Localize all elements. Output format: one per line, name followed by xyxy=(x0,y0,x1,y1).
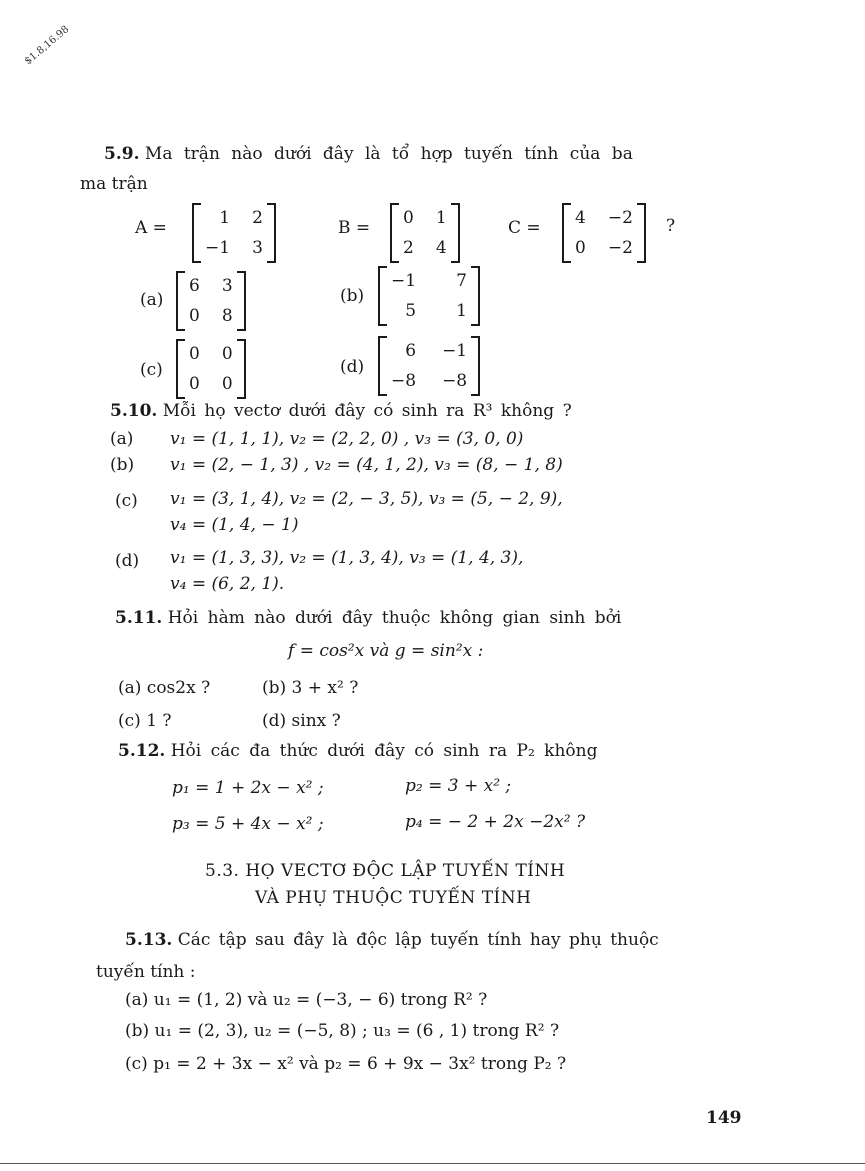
polynomial-p1: p₁ = 1 + 2x − x² ; xyxy=(172,778,324,798)
matrix-c-label: C = xyxy=(508,218,541,238)
matrix-cell: 4 xyxy=(575,208,586,228)
option-a: (a) cos2x ? xyxy=(118,678,211,698)
matrix-cell: −1 xyxy=(442,341,468,361)
matrix-cell: 0 xyxy=(403,208,414,228)
matrix-cell: 3 xyxy=(221,276,233,296)
vector-line: v₁ = (1, 1, 1), v₂ = (2, 2, 0) , v₃ = (3, 0, 0) xyxy=(170,429,524,449)
matrix-cell: −1 xyxy=(205,238,231,258)
exercise-number: 5.11. xyxy=(115,608,163,628)
matrix-cell: 0 xyxy=(575,238,586,258)
exercise-text-cont: ma trận xyxy=(80,174,148,194)
option-c: (c) 1 ? xyxy=(118,711,172,731)
matrix-c xyxy=(562,203,646,263)
page-edge-line xyxy=(0,1163,865,1164)
exercise-5-10-heading xyxy=(110,401,572,421)
option-d: (d) sinx ? xyxy=(262,711,341,731)
matrix-cell: 2 xyxy=(252,208,263,228)
matrix-cell: 5 xyxy=(405,301,417,321)
matrix-cell: −8 xyxy=(442,371,468,391)
vector-line: v₄ = (1, 4, − 1) xyxy=(170,515,299,535)
option-c-label: (c) xyxy=(140,360,163,380)
matrix-cell: 7 xyxy=(456,271,467,291)
matrix-cell: −2 xyxy=(607,238,633,258)
section-heading-line2: VÀ PHỤ THUỘC TUYẾN TÍNH xyxy=(255,888,532,908)
exercise-text: Mỗi họ vectơ dưới đây có sinh ra R³ không ? xyxy=(162,401,572,421)
matrix-cell: 0 xyxy=(221,374,233,394)
matrix-cell: 6 xyxy=(405,341,417,361)
matrix-cell: −8 xyxy=(391,371,417,391)
polynomial-p3: p₃ = 5 + 4x − x² ; xyxy=(172,814,324,834)
matrix-b-label: B = xyxy=(338,218,371,238)
item-label: (d) xyxy=(115,551,140,571)
matrix-cell: 1 xyxy=(219,208,231,228)
matrix-cell: −1 xyxy=(391,271,417,291)
option-a-label: (a) xyxy=(140,290,164,310)
option-c-matrix xyxy=(176,339,246,399)
exercise-5-9-heading xyxy=(104,144,633,164)
exercise-text: Hỏi hàm nào dưới đây thuộc không gian sinh bởi xyxy=(167,608,622,628)
vector-line: v₁ = (3, 1, 4), v₂ = (2, − 3, 5), v₃ = (5, − 2, 9), xyxy=(170,489,563,509)
matrix-cell: 1 xyxy=(456,301,467,321)
question-mark: ? xyxy=(666,216,676,236)
option-a: (a) u₁ = (1, 2) và u₂ = (−3, − 6) trong R² ? xyxy=(125,990,488,1010)
exercise-text-cont: tuyến tính : xyxy=(96,962,196,982)
corner-mark: $1.8,16.98 xyxy=(22,23,72,68)
matrix-cell: 8 xyxy=(221,306,233,326)
page-number: 149 xyxy=(706,1108,742,1128)
option-b-label: (b) xyxy=(340,286,365,306)
option-d-label: (d) xyxy=(340,357,365,377)
item-label: (a) xyxy=(110,429,134,449)
vector-line: v₄ = (6, 2, 1). xyxy=(170,574,285,594)
matrix-cell: 0 xyxy=(189,344,200,364)
polynomial-p2: p₂ = 3 + x² ; xyxy=(405,776,512,796)
matrix-cell: 3 xyxy=(252,238,263,258)
exercise-text: Các tập sau đây là độc lập tuyến tính hay phụ thuộc xyxy=(177,930,659,950)
matrix-a-label: A = xyxy=(135,218,167,238)
matrix-cell: 0 xyxy=(189,374,200,394)
section-heading-line1: 5.3. HỌ VECTƠ ĐỘC LẬP TUYẾN TÍNH xyxy=(205,861,566,881)
option-b: (b) 3 + x² ? xyxy=(262,678,359,698)
matrix-a xyxy=(192,203,276,263)
vector-line: v₁ = (1, 3, 3), v₂ = (1, 3, 4), v₃ = (1, 4, 3), xyxy=(170,548,524,568)
option-c: (c) p₁ = 2 + 3x − x² và p₂ = 6 + 9x − 3x² trong P₂ ? xyxy=(125,1054,567,1074)
matrix-cell: 1 xyxy=(435,208,447,228)
vector-line: v₁ = (2, − 1, 3) , v₂ = (4, 1, 2), v₃ = (8, − 1, 8) xyxy=(170,455,563,475)
item-label: (c) xyxy=(115,491,138,511)
option-a-matrix xyxy=(176,271,246,331)
exercise-number: 5.12. xyxy=(118,741,166,761)
matrix-b xyxy=(390,203,460,263)
matrix-cell: 4 xyxy=(435,238,447,258)
exercise-number: 5.9. xyxy=(104,144,140,164)
formula: f = cos²x và g = sin²x : xyxy=(288,641,484,661)
exercise-5-11-heading xyxy=(115,608,621,628)
exercise-5-12-heading xyxy=(118,741,597,761)
option-d-matrix xyxy=(378,336,480,396)
exercise-number: 5.13. xyxy=(125,930,173,950)
exercise-number: 5.10. xyxy=(110,401,158,421)
polynomial-p4: p₄ = − 2 + 2x −2x² ? xyxy=(405,812,586,832)
exercise-text: Ma trận nào dưới đây là tổ hợp tuyến tính của ba xyxy=(144,144,633,164)
matrix-cell: 0 xyxy=(189,306,200,326)
matrix-cell: 2 xyxy=(403,238,414,258)
matrix-cell: −2 xyxy=(607,208,633,228)
option-b-matrix xyxy=(378,266,480,326)
item-label: (b) xyxy=(110,455,135,475)
matrix-cell: 0 xyxy=(221,344,233,364)
matrix-cell: 6 xyxy=(189,276,200,296)
option-b: (b) u₁ = (2, 3), u₂ = (−5, 8) ; u₃ = (6 , 1) trong R² ? xyxy=(125,1021,560,1041)
exercise-text: Hỏi các đa thức dưới đây có sinh ra P₂ không xyxy=(170,741,598,761)
exercise-5-13-heading xyxy=(125,930,659,950)
